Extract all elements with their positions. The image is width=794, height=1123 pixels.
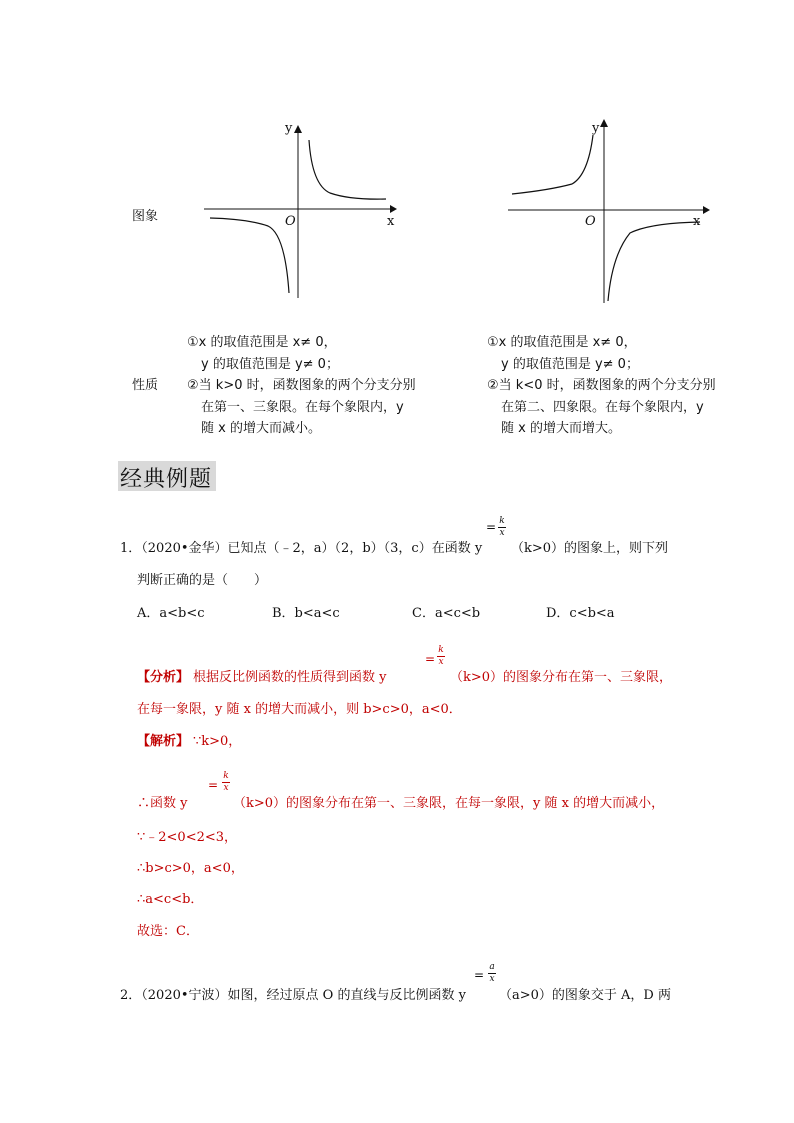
right-prop-line: ①x 的取值范围是 x≠ 0，: [487, 335, 637, 350]
right-graph-origin: O: [585, 214, 596, 229]
graph-k-positive: [190, 115, 410, 305]
left-prop-line: ②当 k>0 时，函数图象的两个分支分别: [187, 378, 416, 393]
left-graph-xlabel: x: [387, 214, 395, 229]
q2-equals: =: [474, 968, 485, 982]
q1-analysis-line1-tail: （k>0）的图象分布在第一、三象限，: [450, 670, 673, 685]
graph-k-negative: [500, 115, 720, 315]
q1-stem-tail: （k>0）的图象上，则下列: [511, 541, 669, 556]
q1-option-c: C．a<c<b: [412, 606, 481, 621]
q1-solution-frac-den: x: [223, 783, 229, 793]
q1-option-b: B．b<a<c: [272, 606, 340, 621]
q1-frac-den: x: [499, 528, 505, 538]
q1-analysis-line1: 根据反比例函数的性质得到函数 y: [193, 670, 387, 685]
q1-solution-line1: ∵k>0，: [193, 734, 242, 749]
q1-option-a: A．a<b<c: [137, 606, 205, 621]
q1-analysis-frac-num: k: [438, 645, 444, 655]
q1-solution-line4: ∴b>c>0，a<0，: [137, 861, 244, 876]
q1-analysis-equals: =: [425, 652, 436, 666]
left-graph-ylabel: y: [285, 121, 293, 136]
q1-analysis-tag: 【分析】: [137, 670, 190, 685]
properties-row-label: 性质: [132, 378, 159, 393]
q2-frac-den: x: [489, 974, 495, 984]
q1-solution-line3: ∵﹣2<0<2<3，: [137, 830, 238, 845]
q2-stem: 2．（2020•宁波）如图，经过原点 O 的直线与反比例函数 y: [120, 988, 466, 1003]
branch-third-quadrant: [210, 218, 289, 293]
left-prop-line: 随 x 的增大而减小。: [201, 421, 321, 436]
q1-solution-line5: ∴a<c<b．: [137, 892, 204, 907]
q1-stem-line2: 判断正确的是（ ）: [137, 573, 268, 588]
left-graph-origin: O: [285, 214, 296, 229]
graph-row-label: 图象: [132, 209, 159, 224]
left-prop-line: y 的取值范围是 y≠ 0；: [201, 357, 339, 372]
right-prop-line: ②当 k<0 时，函数图象的两个分支分别: [487, 378, 716, 393]
q1-analysis-line2: 在每一象限，y 随 x 的增大而减小，则 b>c>0，a<0．: [137, 702, 462, 717]
right-graph-xlabel: x: [693, 214, 701, 229]
x-axis-arrow: [390, 205, 397, 213]
left-prop-line: 在第一、三象限。在每个象限内，y: [201, 400, 404, 415]
q1-solution-tag: 【解析】: [137, 734, 190, 749]
q1-solution-equals: =: [208, 778, 219, 792]
y-axis-arrow: [600, 119, 608, 127]
left-prop-line: ①x 的取值范围是 x≠ 0，: [187, 335, 337, 350]
right-prop-line: 随 x 的增大而增大。: [501, 421, 621, 436]
branch-fourth-quadrant: [608, 222, 700, 301]
y-axis-arrow: [294, 125, 302, 133]
q2-frac-num: a: [489, 962, 495, 972]
q1-frac-num: k: [499, 516, 505, 526]
q1-stem: 1．（2020•金华）已知点（﹣2，a）（2，b）（3，c）在函数 y: [120, 541, 483, 556]
q1-solution-line6: 故选：C．: [137, 924, 199, 939]
right-prop-line: 在第二、四象限。在每个象限内，y: [501, 400, 704, 415]
q1-solution-line2: ∴函数 y: [137, 796, 188, 811]
branch-first-quadrant: [309, 140, 386, 199]
q1-solution-frac-num: k: [223, 771, 229, 781]
right-prop-line: y 的取值范围是 y≠ 0；: [501, 357, 639, 372]
branch-second-quadrant: [512, 135, 593, 194]
q1-equals: =: [486, 520, 497, 534]
q1-option-d: D．c<b<a: [546, 606, 615, 621]
q1-analysis-frac-den: x: [438, 657, 444, 667]
q1-solution-line2-tail: （k>0）的图象分布在第一、三象限，在每一象限，y 随 x 的增大而减小，: [233, 796, 665, 811]
q2-stem-tail: （a>0）的图象交于 A，D 两: [499, 988, 671, 1003]
right-graph-ylabel: y: [592, 121, 600, 136]
section-title: 经典例题: [120, 467, 213, 492]
x-axis-arrow: [703, 206, 710, 214]
